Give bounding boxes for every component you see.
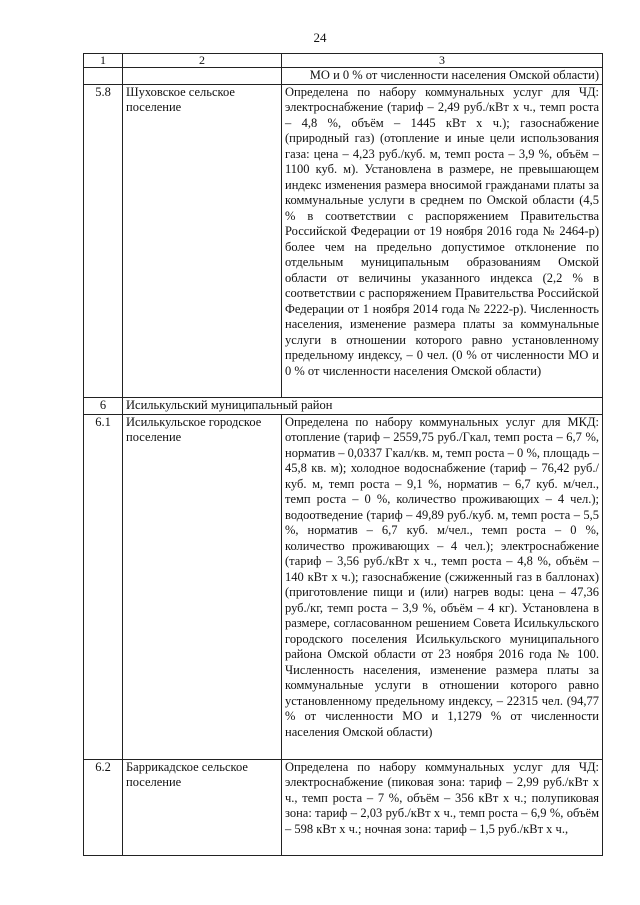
table-row (84, 84, 603, 397)
row-description: Определена по набору коммунальных услуг для ЧД: электроснабжение (пиковая зона: тариф – 2,99 руб./кВт х ч., темп роста – 7 %, объём – 356 кВт х ч.; полупиковая зона: тариф – 2,03 руб./кВт х ч., темп роста – 6,9 %, объём – 598 кВт х ч.; ночная зона: тариф – 1,5 руб./кВт х ч., (282, 759, 603, 855)
continuation-cell: МО и 0 % от численности населения Омской области) (282, 68, 603, 85)
row-number: 5.8 (84, 84, 123, 397)
region-name: Исилькульский муниципальный район (123, 397, 603, 414)
table-row (84, 759, 603, 855)
row-number: 6 (84, 397, 123, 414)
document-table (83, 53, 603, 856)
settlement-name: Исилькульское городское поселение (123, 414, 282, 759)
column-header-3: 3 (282, 54, 603, 68)
row-number: 6.1 (84, 414, 123, 759)
row-description: Определена по набору коммунальных услуг для ЧД: электроснабжение (тариф – 2,49 руб./кВт х ч., темп роста – 4,8 %, объём – 1445 кВт х ч.); газоснабжение (природный газ) (отопление и иные цели использования газа: цена – 4,23 руб./куб. м, темп роста – 3,9 %, объём – 1100 куб. м). Установлена в размере, не превышающем индекс изменения размера вносимой гражданами платы за коммунальные услуги в среднем по Омской области (4,5 % в соответствии с распоряжением Правительства Российской Федерации от 19 ноября 2016 года № 2464-р) более чем на предельно допустимое отклонение по отдельным муниципальным образованиям Омской области от величины указанного индекса (2,2 % в соответствии с распоряжением Правительства Российской Федерации от 1 ноября 2014 года № 2222-р). Численность населения, изменение размера платы за коммунальные услуги в отношении которого равно установленному предельному индексу, – 0 чел. (0 % от численности МО и 0 % от численности населения Омской области) (282, 84, 603, 397)
row-number: 6.2 (84, 759, 123, 855)
table-header-row (84, 54, 603, 68)
page-number: 24 (313, 30, 327, 45)
column-header-2: 2 (123, 54, 282, 68)
settlement-name: Баррикадское сельское поселение (123, 759, 282, 855)
settlement-name: Шуховское сельское поселение (123, 84, 282, 397)
column-header-1: 1 (84, 54, 123, 68)
region-row (84, 397, 603, 414)
table-row (84, 414, 603, 759)
row-description: Определена по набору коммунальных услуг для МКД: отопление (тариф – 2559,75 руб./Гкал, темп роста – 6,7 %, норматив – 0,0337 Гкал/кв. м, темп роста – 0 %, площадь – 45,8 кв. м); холодное водоснабжение (тариф – 76,42 руб./куб. м, темп роста – 9,1 %, норматив – 6,7 куб. м/чел., темп роста – 0 %, количество проживающих – 4 чел.); водоотведение (тариф – 49,89 руб./куб. м, темп роста – 5,5 %, норматив – 6,7 куб. м/чел., темп роста – 0 %, количество проживающих – 4 чел.); электроснабжение (тариф – 3,56 руб./кВт х ч., темп роста – 4,8 %, объём – 140 кВт х ч.); газоснабжение (сжиженный газ в баллонах) (приготовление пищи и (или) нагрев воды: цена – 47,36 руб./кг, темп роста – 3,9 %, объём – 4 кг). Установлена в размере, согласованном решением Совета Исилькульского городского поселения Исилькульского муниципального района Омской области от 23 ноября 2016 года № 100. Численность населения, изменение размера платы за коммунальные услуги в отношении которого равно установленному предельному индексу, – 22315 чел. (94,77 % от численности МО и 1,1279 % от численности населения Омской области) (282, 414, 603, 759)
table-row (84, 68, 603, 85)
